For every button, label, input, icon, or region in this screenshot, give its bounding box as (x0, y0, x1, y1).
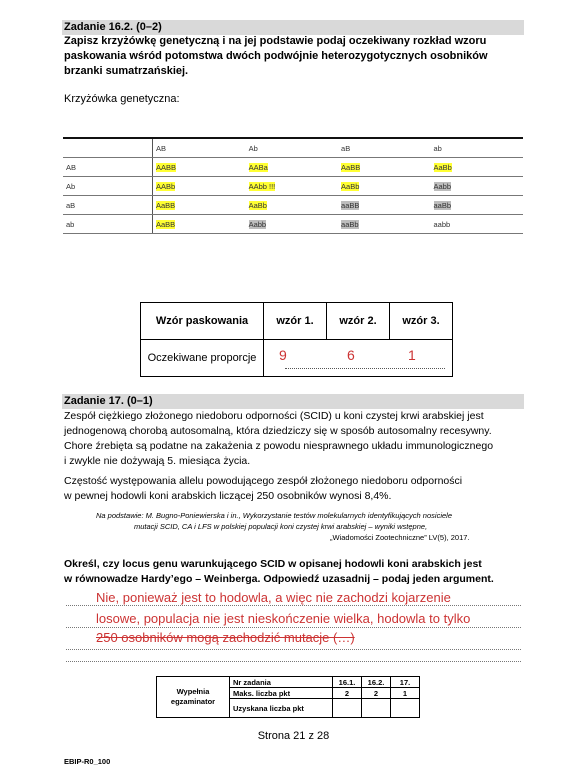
question-line-1: Określ, czy locus genu warunkującego SCID w opisanej hodowli koni arabskich jest (64, 558, 482, 570)
punnett-row (63, 177, 523, 196)
source-line-1: Na podstawie: M. Bugno-Poniewierska i in., Wykorzystanie testów molekularnych identyfikujących nosiciele (96, 511, 452, 520)
task-header-16-2: Zadanie 16.2. (0–2) (62, 20, 524, 35)
punnett-col-header: aB (338, 138, 430, 158)
answer-line-1[interactable]: Nie, ponieważ jest to hodowla, a więc nie zachodzi kojarzenie (96, 590, 451, 605)
max-points-label: Maks. liczba pkt (230, 688, 333, 699)
punnett-header-row (63, 138, 523, 158)
punnett-cell (153, 196, 246, 215)
max-points: 1 (391, 688, 420, 699)
punnett-cell (246, 196, 338, 215)
punnett-col-header: Ab (246, 138, 338, 158)
punnett-row-header: ab (63, 215, 153, 234)
pattern-col: wzór 3. (390, 303, 453, 340)
task-instruction-line-3: brzanki sumatrzańskiej. (64, 65, 189, 77)
answer-line-3[interactable]: 250 osobników mogą zachodzić mutacje (…) (96, 630, 355, 645)
genotype-text: AaBb (433, 162, 452, 172)
genotype-text: AABB (156, 162, 177, 172)
punnett-cell (153, 177, 246, 196)
para2-line-2: w pewnej hodowli koni arabskich liczącej 250 osobników wynosi 8,4%. (64, 490, 392, 502)
task-number: 16.2. (362, 677, 391, 688)
punnett-cell (431, 196, 524, 215)
page-number: Strona 21 z 28 (257, 730, 330, 742)
para1-line-1: Zespół ciężkiego złożonego niedoboru odporności (SCID) u koni czystej krwi arabskiej jest (64, 410, 484, 422)
punnett-row-header: AB (63, 158, 153, 177)
obtained-points-field[interactable] (333, 699, 362, 718)
obtained-points-field[interactable] (362, 699, 391, 718)
task-number: 17. (391, 677, 420, 688)
punnett-cell (153, 158, 246, 177)
genotype-text: aabb (433, 219, 451, 229)
question-line-2: w równowadze Hardy’ego – Weinberga. Odpowiedź uzasadnij – podaj jeden argument. (64, 573, 494, 585)
punnett-cell (246, 177, 338, 196)
max-points: 2 (362, 688, 391, 699)
punnett-col-header: ab (431, 138, 524, 158)
proportion-value-3: 1 (408, 347, 416, 363)
genotype-text: AABb (156, 181, 176, 191)
punnett-row-header: Ab (63, 177, 153, 196)
score-table (156, 676, 420, 718)
punnett-cell (338, 158, 430, 177)
genotype-text: AABa (248, 162, 268, 172)
genotype-text: AaBb (341, 181, 360, 191)
pattern-table (140, 302, 453, 377)
examiner-label (157, 677, 230, 718)
punnett-row-header: aB (63, 196, 153, 215)
genotype-text: AaBb (248, 200, 267, 210)
obtained-points-field[interactable] (391, 699, 420, 718)
genotype-text: Aabb (433, 181, 452, 191)
punnett-corner (63, 138, 153, 158)
pattern-row-label: Oczekiwane proporcje (141, 340, 264, 377)
punnett-row (63, 215, 523, 234)
punnett-cell (431, 158, 524, 177)
punnett-col-header: AB (153, 138, 246, 158)
genotype-text: aaBb (433, 200, 452, 210)
proportion-dotted-line (285, 368, 445, 369)
task-number: 16.1. (333, 677, 362, 688)
cross-label: Krzyżówka genetyczna: (64, 93, 180, 105)
punnett-cell (153, 215, 246, 234)
task-header-17: Zadanie 17. (0–1) (62, 394, 524, 409)
punnett-cell (431, 177, 524, 196)
answer-dotted-line-4 (66, 661, 521, 662)
proportion-answer-area[interactable] (264, 340, 453, 377)
genotype-text: AAbb !!! (248, 181, 276, 191)
proportion-value-2: 6 (347, 347, 355, 363)
genotype-text: aaBB (341, 200, 360, 210)
document-code: EBIP-R0_100 (64, 757, 111, 766)
punnett-row (63, 196, 523, 215)
task-instruction-line-2: paskowania wśród potomstwa dwóch podwójnie heterozygotycznych osobników (64, 50, 488, 62)
pattern-col-header: Wzór paskowania (141, 303, 264, 340)
examiner-label-line-2: egzaminator (170, 697, 216, 706)
punnett-cell (246, 215, 338, 234)
punnett-cell (338, 196, 430, 215)
punnett-cell (338, 177, 430, 196)
pattern-col: wzór 1. (264, 303, 327, 340)
pattern-col: wzór 2. (327, 303, 390, 340)
source-line-3: „Wiadomości Zootechniczne” LV(5), 2017. (330, 533, 470, 542)
obtained-points-label: Uzyskana liczba pkt (230, 699, 333, 718)
para1-line-4: i zwykle nie dożywają 5. miesiąca życia. (64, 455, 251, 467)
punnett-cell (246, 158, 338, 177)
max-points: 2 (333, 688, 362, 699)
genotype-text: AaBB (341, 162, 361, 172)
answer-dotted-line-3 (66, 649, 521, 650)
genotype-text: AaBB (156, 200, 176, 210)
proportion-value-1: 9 (279, 347, 287, 363)
para1-line-2: jednogenową chorobą autosomalną, która dziedziczy się w sposób autosomalny recesywny. (64, 425, 492, 437)
examiner-label-line-1: Wypełnia (176, 687, 210, 696)
genotype-text: aaBb (341, 219, 359, 229)
genotype-text: AaBB (156, 219, 176, 229)
task-number-label: Nr zadania (230, 677, 333, 688)
task-instruction-line-1: Zapisz krzyżówkę genetyczną i na jej podstawie podaj oczekiwany rozkład wzoru (64, 35, 487, 47)
punnett-row (63, 158, 523, 177)
para2-line-1: Częstość występowania allelu powodującego zespół złożonego niedoboru odporności (64, 475, 463, 487)
genotype-text: Aabb (248, 219, 267, 229)
source-line-2: mutacji SCID, CA i LFS w polskiej populacji koni czystej krwi arabskiej – wyniki wstępne, (134, 522, 428, 531)
para1-line-3: Chore źrebięta są podatne na zakażenia z powodu niesprawnego układu immunologicznego (64, 440, 494, 452)
punnett-cell (338, 215, 430, 234)
punnett-cell (431, 215, 524, 234)
answer-line-2[interactable]: losowe, populacja nie jest nieskończenie wielka, hodowla to tylko (96, 611, 471, 626)
punnett-square (63, 137, 523, 234)
